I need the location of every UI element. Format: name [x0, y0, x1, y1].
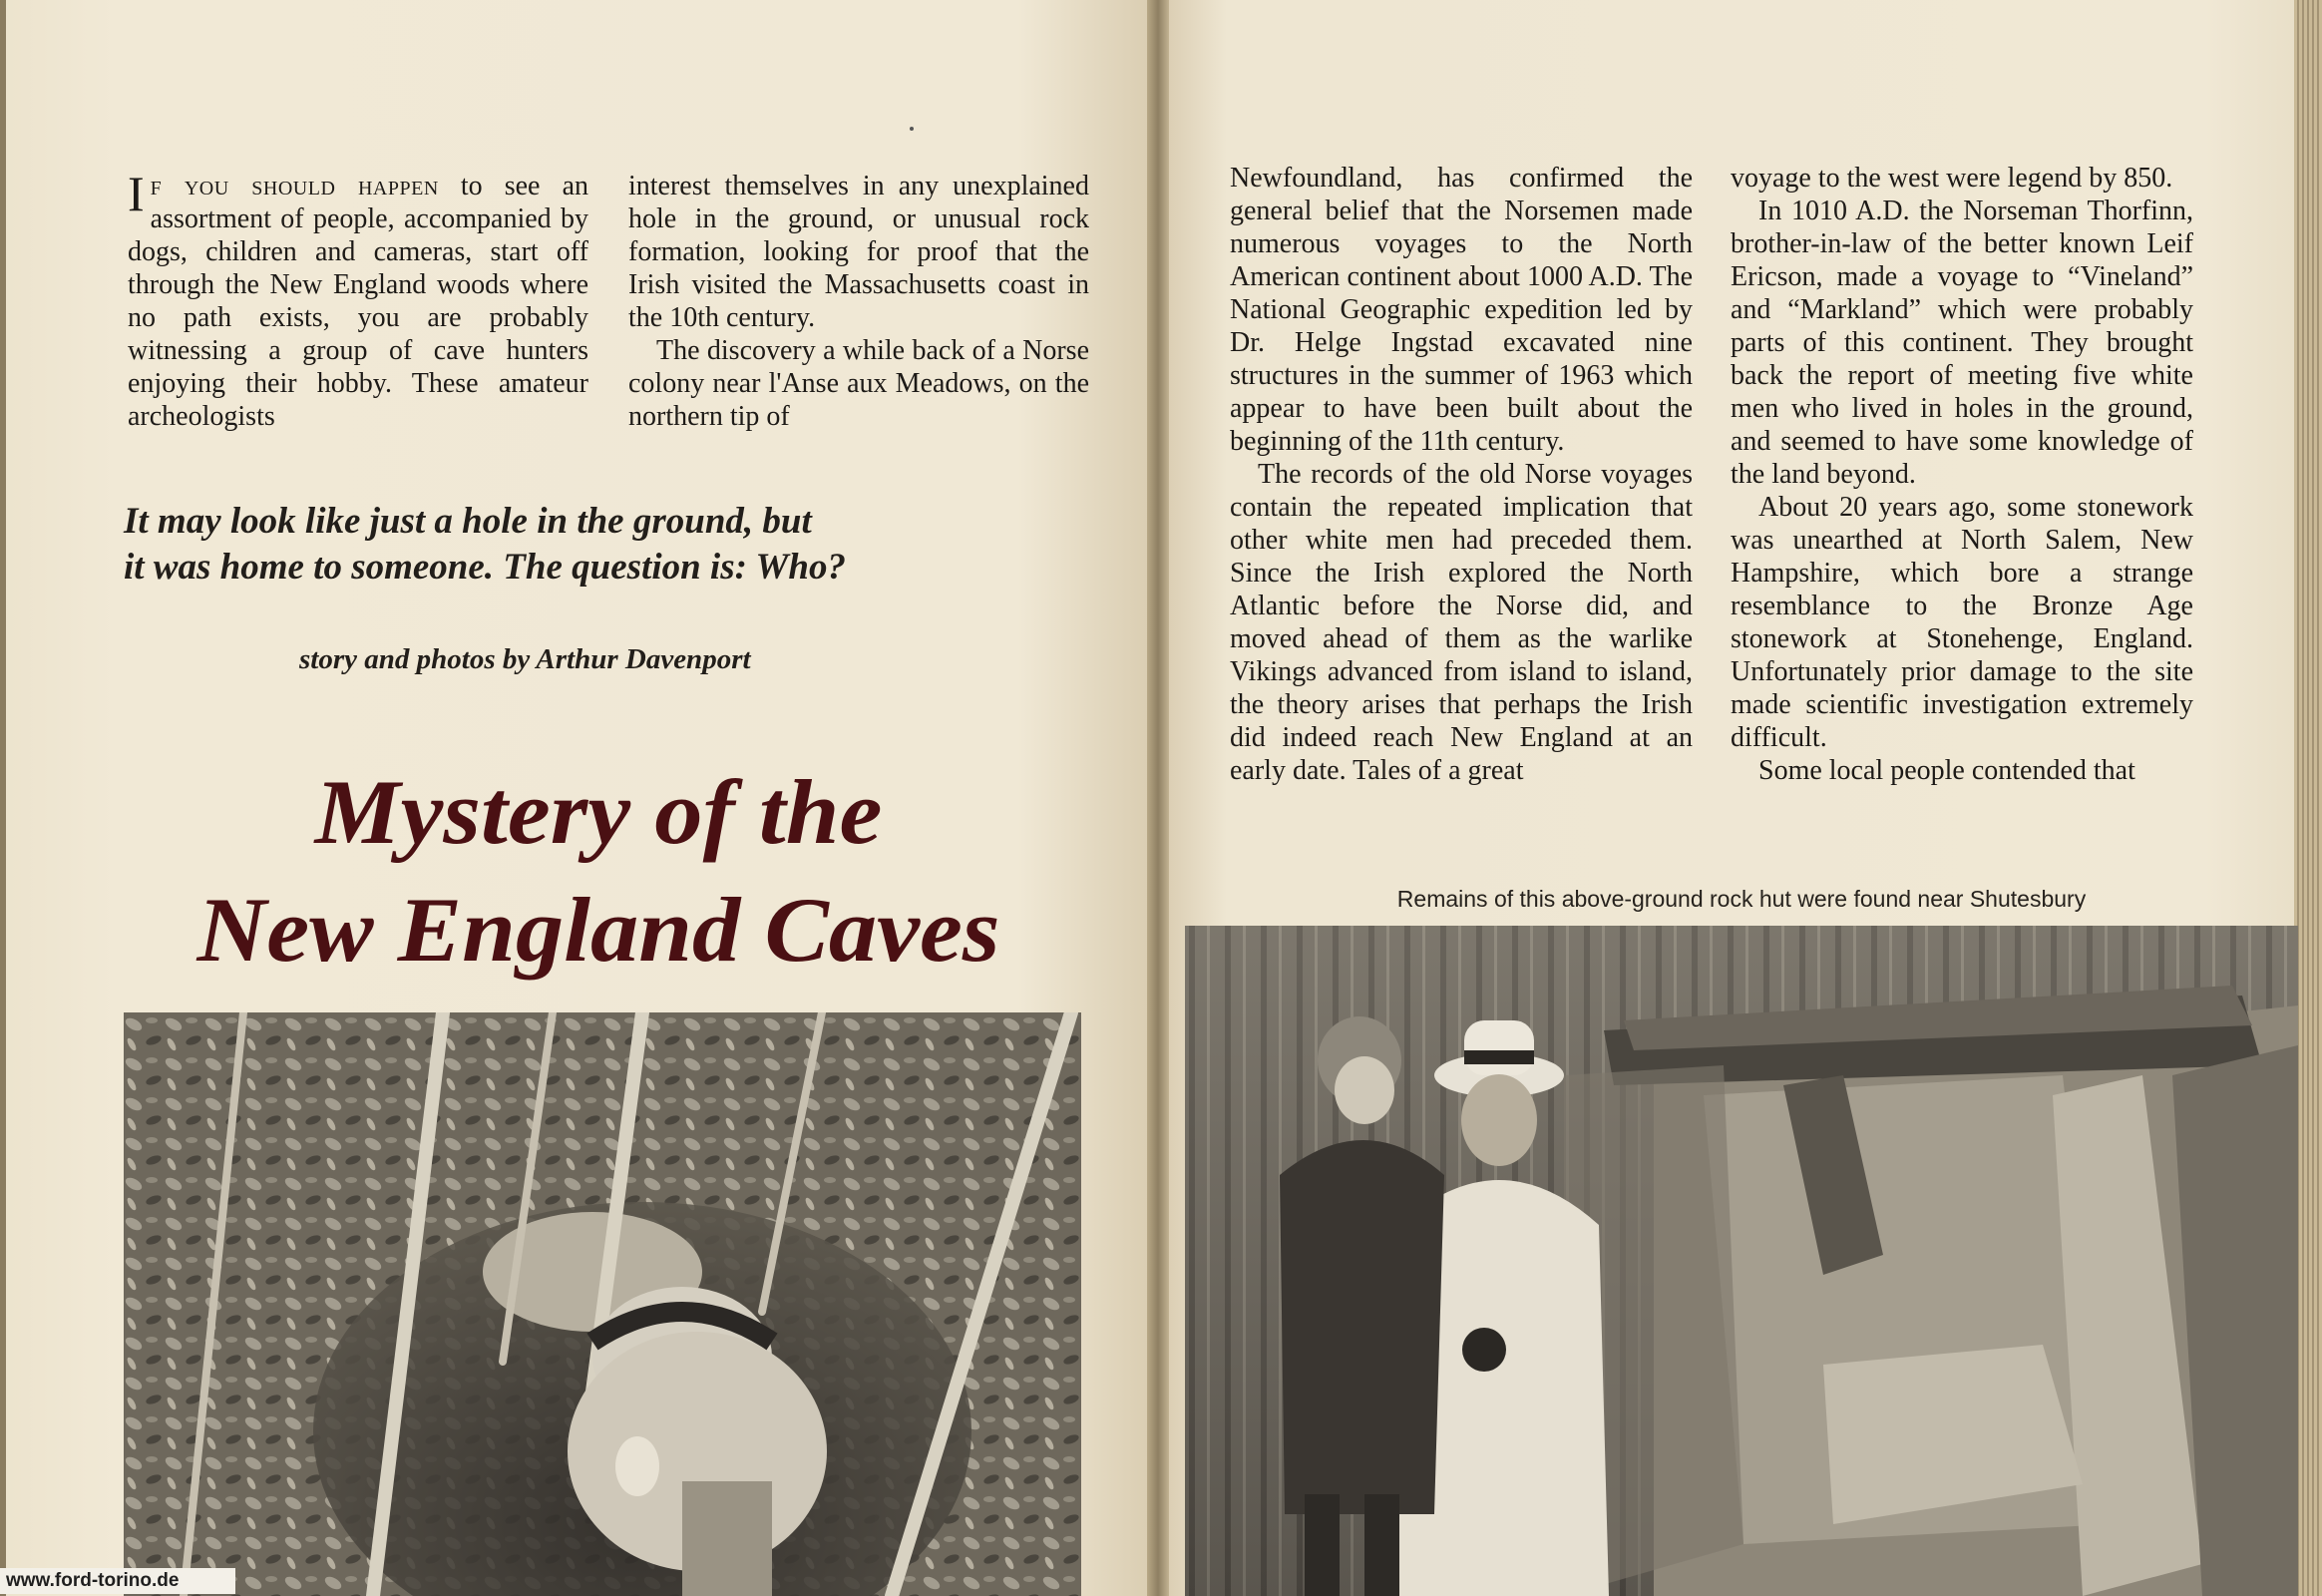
rock-hut-illustration	[1185, 926, 2298, 1596]
article-column-3	[1230, 162, 1693, 787]
title-line-2: New England Caves	[196, 879, 1000, 981]
paragraph: The discovery a while back of a Norse colony near l'Anse aux Meadows, on the northern tip of	[628, 335, 1089, 432]
left-edge	[0, 0, 6, 1596]
article-column-4	[1731, 162, 2193, 787]
deck-line-1: It may look like just a hole in the ground, but	[124, 501, 812, 542]
paragraph: In 1010 A.D. the Norseman Thorfinn, brother-in-law of the better known Leif Ericson, made a voyage to “Vineland” and “Markland” which were probably parts of this continent. They brought back the report of meeting five white men who lived in holes in the ground, and seemed to have some knowledge of the land beyond.	[1731, 196, 2193, 490]
paragraph: Newfoundland, has confirmed the general belief that the Norsemen made numerous voyages to the North American continent about 1000 A.D. The National Geographic expedition led by Dr. Helge Ingstad excavated nine structures in the summer of 1963 which appear to have been built about the beginning of the 11th century.	[1230, 163, 1693, 457]
website-watermark: www.ford-torino.de	[0, 1568, 235, 1594]
title-line-1: Mystery of the	[314, 761, 883, 863]
article-title	[107, 753, 1091, 989]
print-speck	[910, 127, 914, 131]
deck-line-2: it was home to someone. The question is: Who?	[124, 547, 846, 588]
paragraph: Some local people contended that	[1758, 755, 2135, 786]
photo-caption: Remains of this above-ground rock hut were found near Shutesbury	[1396, 886, 2087, 912]
paragraph: voyage to the west were legend by 850.	[1731, 163, 2173, 194]
drop-cap: I	[128, 166, 145, 221]
article-column-2	[628, 170, 1089, 433]
cave-entrance-photo	[124, 1012, 1081, 1596]
binding-gutter	[1147, 0, 1169, 1596]
article-column-1	[128, 166, 588, 433]
paragraph: About 20 years ago, some stonework was unearthed at North Salem, New Hampshire, which bore a strange resemblance to the Bronze Age stonework at Stonehenge, England. Unfortunately prior damage to the site made scientific investigation extremely difficult.	[1731, 492, 2193, 753]
lead-in: f you should happen	[150, 171, 439, 201]
byline: story and photos by Arthur Davenport	[299, 643, 751, 675]
paragraph: The records of the old Norse voyages contain the repeated implication that other white men had preceded them. Since the Irish explored the North Atlantic before the Norse did, and moved ahead of them as the warlike Vikings advanced from island to island, the theory arises that perhaps the Irish did indeed reach New England at an early date. Tales of a great	[1230, 459, 1693, 786]
rock-hut-photo	[1185, 926, 2298, 1596]
deck-subheading	[124, 499, 1061, 591]
column-1-text: to see an assortment of people, accompanied by dogs, children and cameras, start off through the New England woods where no path exists, you are probably witnessing a group of cave hunters enjoying their hobby. These amateur archeologists	[128, 171, 588, 432]
cave-photo-illustration	[124, 1012, 1081, 1596]
page-stack-edge	[2294, 0, 2322, 1596]
paragraph: interest themselves in any unexplained hole in the ground, or unusual rock formation, looking for proof that the Irish visited the Massachusetts coast in the 10th century.	[628, 171, 1089, 333]
